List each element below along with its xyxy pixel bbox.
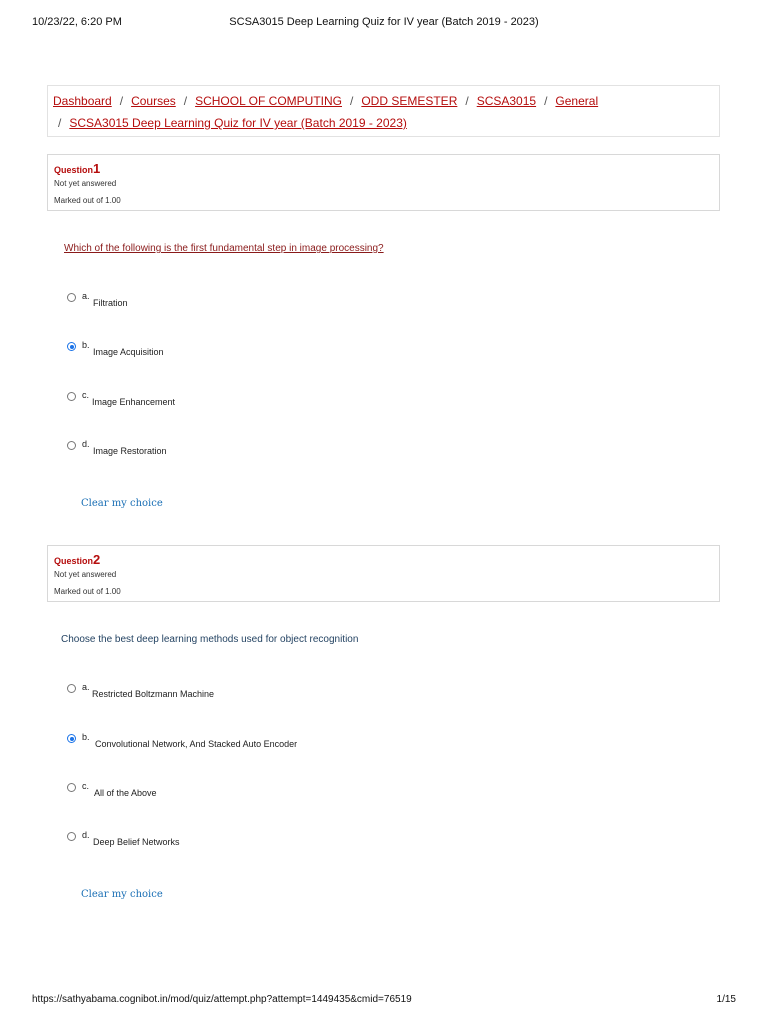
radio-button[interactable] <box>67 684 76 693</box>
option-text: Deep Belief Networks <box>93 837 180 847</box>
question-state: Not yet answered <box>54 570 117 579</box>
question-number: 1 <box>93 161 101 176</box>
question-label <box>54 551 100 569</box>
print-title: SCSA3015 Deep Learning Quiz for IV year (Batch 2019 - 2023) <box>229 16 539 28</box>
print-header <box>32 16 736 32</box>
question-info <box>47 154 720 211</box>
option-letter: c. <box>82 390 90 400</box>
question-text: Choose the best deep learning methods used for object recognition <box>61 634 359 645</box>
breadcrumb-semester[interactable]: ODD SEMESTER <box>361 94 458 108</box>
breadcrumb-quiz[interactable]: SCSA3015 Deep Learning Quiz for IV year (Batch 2019 - 2023) <box>69 116 407 130</box>
breadcrumb-course[interactable]: SCSA3015 <box>476 94 537 108</box>
radio-button[interactable] <box>67 832 76 841</box>
option-text: Convolutional Network, And Stacked Auto Encoder <box>95 739 298 749</box>
breadcrumb-school[interactable]: SCHOOL OF COMPUTING <box>195 94 342 108</box>
breadcrumb-row-2 <box>53 116 407 130</box>
radio-button[interactable] <box>67 441 76 450</box>
radio-button-selected[interactable] <box>67 342 76 351</box>
option-letter: b. <box>82 340 90 350</box>
option-letter: c. <box>82 781 90 791</box>
breadcrumb-separator: / <box>119 94 124 108</box>
breadcrumb-dashboard[interactable]: Dashboard <box>53 94 112 108</box>
option-letter: a. <box>82 682 90 692</box>
breadcrumb-separator: / <box>544 94 548 108</box>
question-number: 2 <box>93 552 101 567</box>
breadcrumb-separator: / <box>58 116 62 130</box>
breadcrumb-separator: / <box>350 94 354 108</box>
option-text: Image Enhancement <box>92 397 176 407</box>
breadcrumb-general[interactable]: General <box>555 94 599 108</box>
breadcrumb <box>47 85 720 137</box>
option-letter: d. <box>82 439 90 449</box>
question-grade: Marked out of 1.00 <box>54 196 121 205</box>
question-text: Which of the following is the first fundamental step in image processing? <box>64 243 384 254</box>
question-state: Not yet answered <box>54 179 117 188</box>
option-text: Filtration <box>93 298 128 308</box>
option-text: Image Restoration <box>93 446 167 456</box>
print-footer <box>32 994 736 1010</box>
page-number: 1/15 <box>716 994 736 1005</box>
question-word: Question <box>54 165 94 175</box>
radio-button[interactable] <box>67 392 76 401</box>
radio-button[interactable] <box>67 783 76 792</box>
print-url: https://sathyabama.cognibot.in/mod/quiz/attempt.php?attempt=1449435&cmid=76519 <box>32 994 412 1005</box>
question-info <box>47 545 720 602</box>
option-text: Restricted Boltzmann Machine <box>92 689 215 699</box>
option-letter: b. <box>82 732 90 742</box>
breadcrumb-separator: / <box>183 94 188 108</box>
question-word: Question <box>54 556 94 566</box>
question-label <box>54 160 100 178</box>
option-text: All of the Above <box>94 788 157 798</box>
breadcrumb-separator: / <box>465 94 469 108</box>
radio-button-selected[interactable] <box>67 734 76 743</box>
question-grade: Marked out of 1.00 <box>54 587 121 596</box>
clear-choice-link[interactable]: Clear my choice <box>81 498 163 509</box>
breadcrumb-row-1 <box>53 94 598 108</box>
radio-button[interactable] <box>67 293 76 302</box>
clear-choice-link[interactable]: Clear my choice <box>81 889 163 900</box>
option-text: Image Acquisition <box>93 347 164 357</box>
option-letter: a. <box>82 291 90 301</box>
breadcrumb-courses[interactable]: Courses <box>131 94 176 108</box>
option-letter: d. <box>82 830 90 840</box>
print-datetime: 10/23/22, 6:20 PM <box>32 16 122 28</box>
